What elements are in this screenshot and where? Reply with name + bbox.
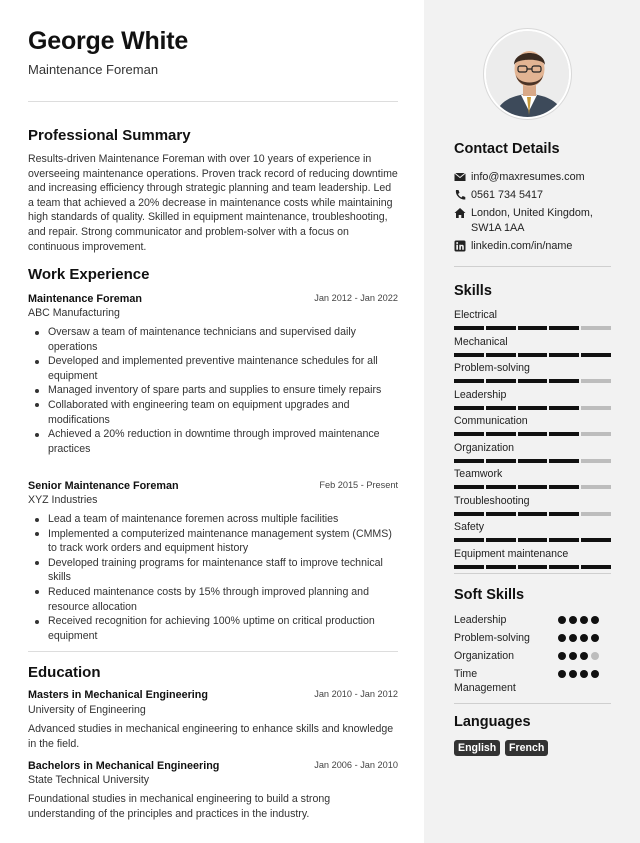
- skill-level-segment: [581, 512, 611, 516]
- skill-label: Electrical: [454, 309, 497, 321]
- home-icon: [454, 207, 466, 219]
- bullet-item: Lead a team of maintenance foremen across multiple facilities: [28, 512, 398, 527]
- skill-level-segment: [486, 326, 516, 330]
- skill-level-segment: [581, 459, 611, 463]
- degree-description: Advanced studies in mechanical engineering to enhance skills and knowledge in the field.: [28, 723, 394, 750]
- bullet-item: Implemented a computerized maintenance management system (CMMS) to track work orders and equipment history: [28, 527, 398, 556]
- job-company: ABC Manufacturing: [28, 307, 120, 319]
- bullet-item: Developed training programs for maintenance staff to improve technical skills: [28, 556, 398, 585]
- skill-level-segment: [486, 432, 516, 436]
- skill-level-bar: [454, 565, 611, 569]
- skill-level-segment: [518, 326, 548, 330]
- bullet-item: Reduced maintenance costs by 15% through improved planning and resource allocation: [28, 585, 398, 614]
- skill-level-bar: [454, 379, 611, 383]
- skill-label: Teamwork: [454, 468, 503, 480]
- skill-level-bar: [454, 406, 611, 410]
- phone-icon: [454, 189, 466, 201]
- soft-skill-rating: [558, 634, 599, 642]
- skill-level-segment: [518, 485, 548, 489]
- skill-level-segment: [581, 326, 611, 330]
- profile-photo: [484, 29, 571, 119]
- skill-level-bar: [454, 538, 611, 542]
- skill-level-segment: [486, 406, 516, 410]
- skill-level-segment: [549, 379, 579, 383]
- rating-dot: [580, 652, 588, 660]
- skill-label: Organization: [454, 441, 515, 454]
- rating-dot: [591, 670, 599, 678]
- skill-level-segment: [486, 353, 516, 357]
- summary-heading: Professional Summary: [28, 127, 191, 144]
- skill-level-segment: [549, 485, 579, 489]
- rating-dot: [569, 634, 577, 642]
- skill-level-segment: [518, 565, 548, 569]
- contact-heading: Contact Details: [454, 141, 560, 157]
- skill-label: Safety: [454, 521, 485, 533]
- school-name: University of Engineering: [28, 704, 146, 716]
- skill-level-segment: [454, 326, 484, 330]
- skill-label: Problem-solving: [454, 362, 530, 374]
- languages-heading: Languages: [454, 714, 531, 730]
- rating-dot: [558, 634, 566, 642]
- contact-address: [454, 206, 599, 236]
- skill-level-segment: [454, 565, 484, 569]
- skill-level-segment: [518, 512, 548, 516]
- summary-text: Results-driven Maintenance Foreman with over 10 years of experience in overseeing maintenance operations. Proven track record of reducing downtime and increasing efficiency through strategic planning and team leadership. Led a team that achieved a 20% decrease in maintenance costs while maintaining high standards of quality. Skilled in equipment maintenance, troubleshooting, and repair. Strong communicator and problem-solver with a focus on continuous improvement.: [28, 153, 398, 253]
- skill-level-bar: [454, 512, 611, 516]
- skill-level-segment: [454, 379, 484, 383]
- soft-skill-label: Leadership: [454, 614, 507, 626]
- contact-email[interactable]: [454, 170, 611, 185]
- skill-label: Leadership: [454, 388, 507, 401]
- phone-text: 0561 734 5417: [471, 189, 544, 201]
- rating-dot: [580, 616, 588, 624]
- skill-level-segment: [454, 512, 484, 516]
- job-title: Senior Maintenance Foreman: [28, 480, 179, 492]
- skill-level-segment: [486, 512, 516, 516]
- degree-date: Jan 2006 - Jan 2010: [314, 760, 398, 770]
- skill-level-segment: [581, 485, 611, 489]
- rating-dot: [580, 634, 588, 642]
- bullet-item: Managed inventory of spare parts and supplies to ensure timely repairs: [28, 383, 398, 398]
- person-portrait-icon: [486, 31, 571, 119]
- skill-level-segment: [454, 538, 484, 542]
- soft-skill-label: Time Management: [454, 668, 516, 694]
- rating-dot: [591, 616, 599, 624]
- skill-label: Mechanical: [454, 335, 508, 348]
- skill-level-segment: [518, 459, 548, 463]
- skill-level-segment: [486, 538, 516, 542]
- skill-level-bar: [454, 326, 611, 330]
- bullet-item: Received recognition for achieving 100% uptime on critical production equipment: [28, 614, 398, 643]
- job-bullets: [28, 512, 398, 643]
- job-date: Jan 2012 - Jan 2022: [314, 293, 398, 303]
- degree-date: Jan 2010 - Jan 2012: [314, 689, 398, 699]
- skill-level-segment: [581, 379, 611, 383]
- language-tag: French: [505, 740, 548, 756]
- soft-skill-label: Organization: [454, 650, 515, 662]
- skill-level-segment: [581, 406, 611, 410]
- skill-label: Communication: [454, 415, 528, 427]
- skill-label: Equipment maintenance: [454, 547, 569, 560]
- skill-level-segment: [518, 379, 548, 383]
- job-company: XYZ Industries: [28, 494, 98, 506]
- job-bullets: [28, 325, 398, 456]
- linkedin-icon: [454, 240, 466, 252]
- skill-level-segment: [518, 353, 548, 357]
- skill-level-segment: [549, 459, 579, 463]
- linkedin-text: linkedin.com/in/name: [471, 240, 573, 252]
- skill-level-segment: [581, 432, 611, 436]
- soft-skill-rating: [558, 670, 599, 678]
- sidebar-divider: [454, 703, 611, 704]
- candidate-role: Maintenance Foreman: [28, 62, 159, 77]
- degree-title: Masters in Mechanical Engineering: [28, 689, 208, 701]
- skill-level-segment: [486, 485, 516, 489]
- skill-level-segment: [518, 406, 548, 410]
- skill-level-segment: [549, 432, 579, 436]
- education-heading: Education: [28, 664, 101, 681]
- bullet-item: Developed and implemented preventive maintenance schedules for all equipment: [28, 354, 398, 383]
- skill-level-segment: [518, 538, 548, 542]
- skill-level-segment: [518, 432, 548, 436]
- sidebar-divider: [454, 266, 611, 267]
- skill-level-bar: [454, 432, 611, 436]
- address-text: London, United Kingdom, SW1A 1AA: [471, 207, 593, 234]
- soft-skill-rating: [558, 652, 599, 660]
- skill-level-segment: [549, 406, 579, 410]
- degree-description: Foundational studies in mechanical engineering to build a strong understanding of the principles and practices in the industry.: [28, 793, 331, 820]
- experience-heading: Work Experience: [28, 266, 150, 283]
- skills-heading: Skills: [454, 283, 492, 299]
- soft-skills-heading: Soft Skills: [454, 587, 525, 603]
- email-text: info@maxresumes.com: [471, 171, 585, 183]
- skill-level-segment: [549, 565, 579, 569]
- envelope-icon: [454, 171, 466, 183]
- skill-level-segment: [454, 432, 484, 436]
- language-tag: English: [454, 740, 500, 756]
- skill-level-segment: [549, 353, 579, 357]
- sidebar-divider: [454, 573, 611, 574]
- soft-skill-rating: [558, 616, 599, 624]
- rating-dot: [591, 652, 599, 660]
- skill-label: Troubleshooting: [454, 494, 530, 507]
- rating-dot: [569, 670, 577, 678]
- skill-level-segment: [581, 353, 611, 357]
- rating-dot: [580, 670, 588, 678]
- contact-linkedin[interactable]: [454, 239, 611, 254]
- rating-dot: [558, 616, 566, 624]
- skill-level-segment: [454, 406, 484, 410]
- skill-level-segment: [486, 565, 516, 569]
- rating-dot: [569, 616, 577, 624]
- header-divider: [28, 101, 398, 102]
- skill-level-segment: [581, 538, 611, 542]
- skill-level-segment: [549, 326, 579, 330]
- job-date: Feb 2015 - Present: [319, 480, 398, 490]
- school-name: State Technical University: [28, 774, 150, 786]
- bullet-item: Oversaw a team of maintenance technicians and supervised daily operations: [28, 325, 398, 354]
- candidate-name: George White: [28, 27, 189, 55]
- rating-dot: [558, 670, 566, 678]
- skill-level-segment: [454, 459, 484, 463]
- skill-level-segment: [581, 565, 611, 569]
- skill-level-segment: [454, 353, 484, 357]
- skill-level-bar: [454, 485, 611, 489]
- skill-level-segment: [486, 379, 516, 383]
- rating-dot: [569, 652, 577, 660]
- bullet-item: Collaborated with engineering team on equipment upgrades and modifications: [28, 398, 398, 427]
- skill-level-bar: [454, 459, 611, 463]
- section-divider: [28, 651, 398, 652]
- skill-level-segment: [549, 538, 579, 542]
- contact-phone[interactable]: [454, 188, 611, 203]
- soft-skill-label: Problem-solving: [454, 632, 530, 644]
- degree-title: Bachelors in Mechanical Engineering: [28, 760, 220, 772]
- rating-dot: [591, 634, 599, 642]
- job-title: Maintenance Foreman: [28, 293, 142, 305]
- rating-dot: [558, 652, 566, 660]
- skill-level-segment: [486, 459, 516, 463]
- skill-level-bar: [454, 353, 611, 357]
- bullet-item: Achieved a 20% reduction in downtime through improved maintenance practices: [28, 427, 398, 456]
- skill-level-segment: [454, 485, 484, 489]
- skill-level-segment: [549, 512, 579, 516]
